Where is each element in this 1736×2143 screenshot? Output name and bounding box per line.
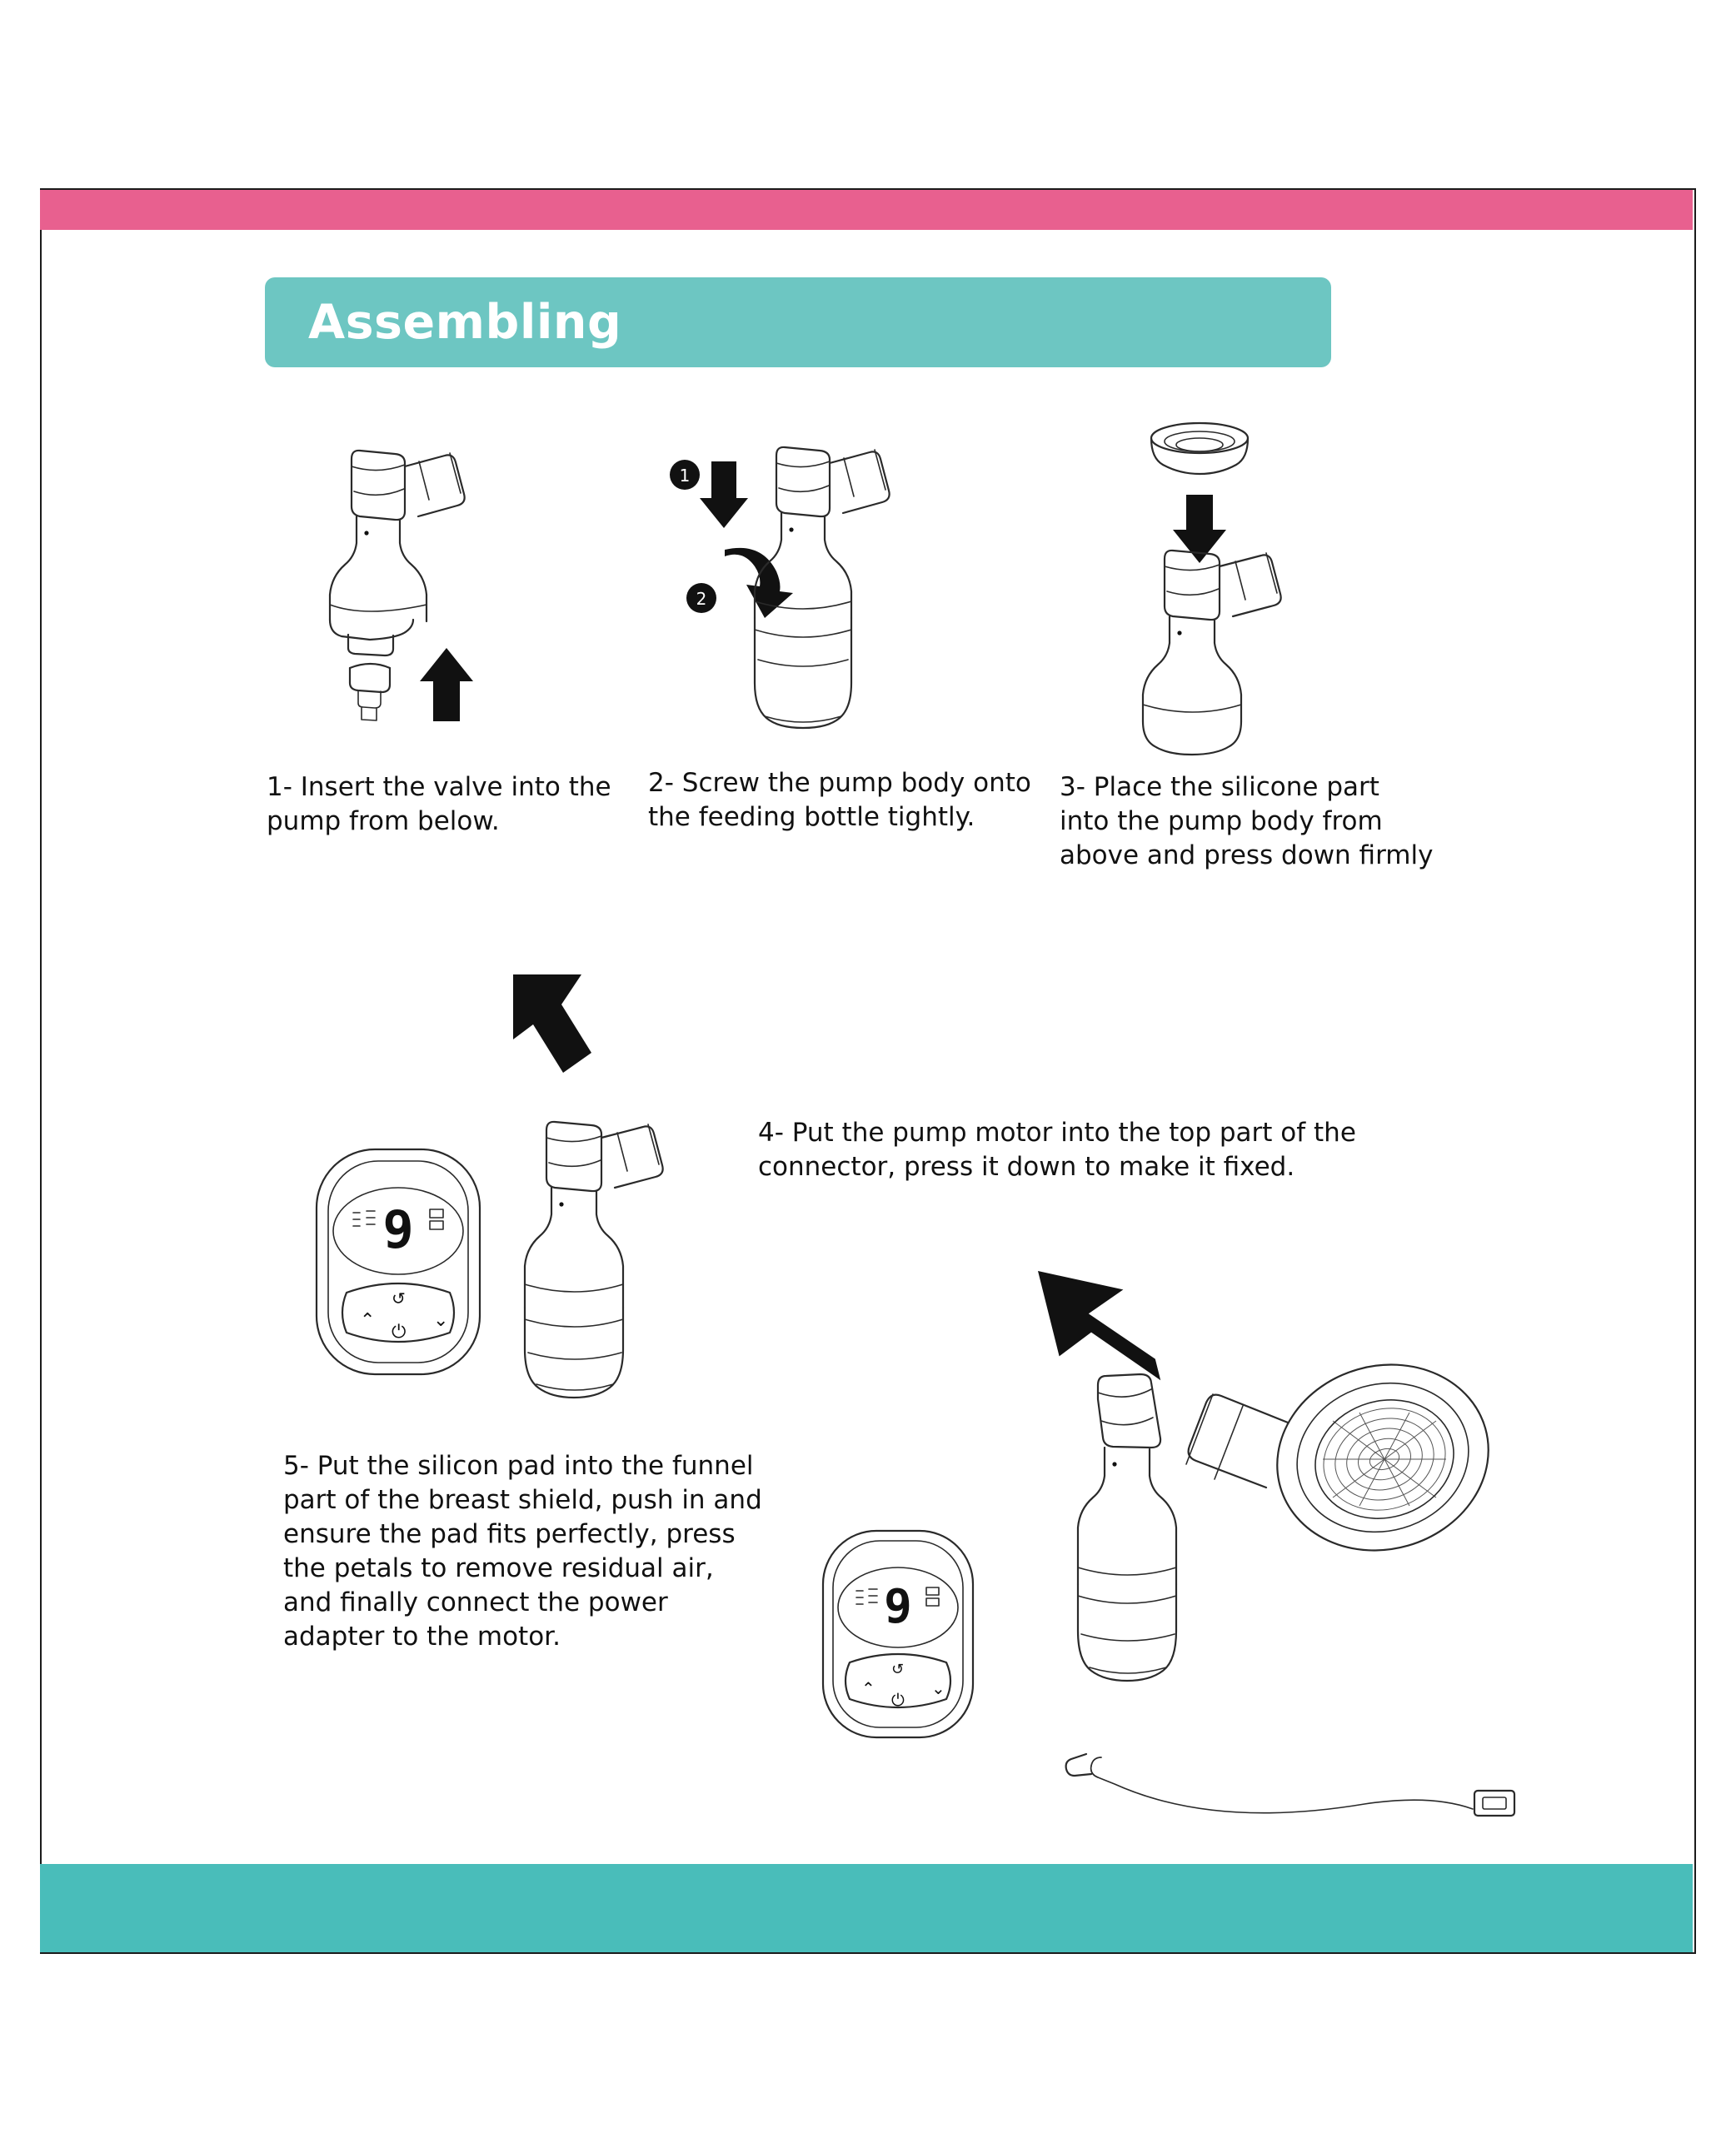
svg-text:2: 2	[696, 589, 707, 609]
svg-text:⌄: ⌄	[433, 1310, 449, 1331]
svg-text:↺: ↺	[392, 1288, 406, 1308]
svg-text:⏻: ⏻	[392, 1322, 407, 1343]
caption-step-3: 3- Place the silicone part into the pump body from above and press down firmly	[1060, 772, 1434, 870]
figure-step-1	[308, 441, 541, 741]
figure-step-2	[666, 441, 941, 750]
svg-text:⌄: ⌄	[931, 1678, 945, 1698]
figure-step-5-assembly	[1025, 1258, 1624, 1891]
figure-step-4-motor	[308, 1141, 525, 1391]
svg-text:9: 9	[884, 1580, 912, 1634]
svg-text:⌃: ⌃	[360, 1310, 376, 1331]
caption-step-5: 5- Put the silicon pad into the funnel part of the breast shield, push in and ensure the pad fits perfectly, press the petals to remove residual air, and finally connect the power adapter to the motor.	[283, 1451, 762, 1652]
figure-step-5-motor	[816, 1524, 1008, 1749]
svg-text:⌃: ⌃	[861, 1678, 875, 1698]
svg-text:9: 9	[382, 1199, 414, 1260]
svg-text:⏻: ⏻	[891, 1690, 905, 1710]
figure-step-3	[1116, 408, 1366, 758]
page-title: Assembling	[308, 295, 622, 350]
caption-step-4: 4- Put the pump motor into the top part of the connector, press it down to make it fixed.	[758, 1118, 1356, 1182]
figure-step-4-pump	[500, 958, 766, 1424]
svg-text:↺: ↺	[891, 1661, 905, 1678]
caption-step-2: 2- Screw the pump body onto the feeding bottle tightly.	[648, 768, 1031, 832]
section-title-band	[265, 277, 1331, 367]
top-pink-bar	[40, 190, 1693, 230]
svg-text:1: 1	[679, 466, 691, 486]
caption-step-1: 1- Insert the valve into the pump from below.	[267, 772, 611, 836]
